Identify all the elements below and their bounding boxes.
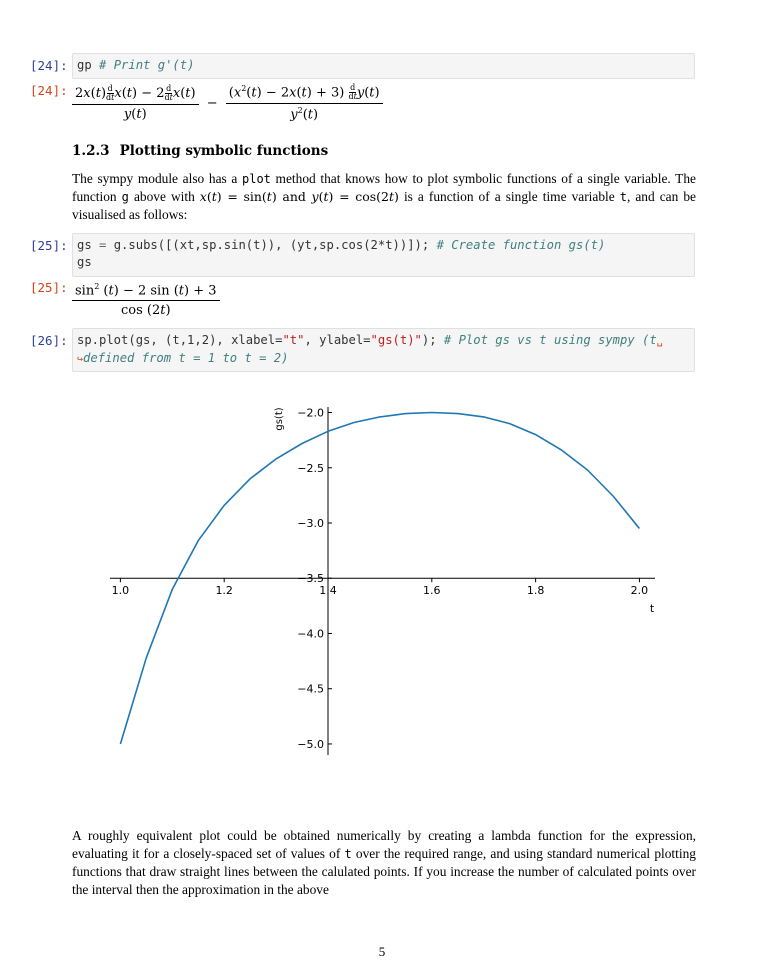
y-tick-label: −3.5 — [297, 572, 324, 586]
out-prompt-25: [25]: — [30, 280, 68, 295]
y-tick-label: −4.5 — [297, 682, 324, 696]
line-continue-icon: ↪ — [77, 354, 84, 365]
paragraph-numerical-plot: A roughly equivalent plot could be obtained numerically by creating a lambda function for the expression, evaluating it for a closely-spaced set of values of t over the required range, and using standard numerical plotting functions that draw straight lines between the calulated points. If you increase the number of calculated points over the interval then the approximation in the above — [72, 828, 696, 897]
x-tick-label: 1.6 — [423, 584, 441, 598]
section-heading: 1.2.3 Plotting symbolic functions — [72, 143, 329, 159]
gs-plot — [0, 385, 764, 765]
paragraph-plotting-intro: The sympy module also has a plot method that knows how to plot symbolic functions of a single variable. The function g above with x(t) = sin(t) and y(t) = cos(2t) is a function of a single time variable t, and can be visualised as follows: — [72, 171, 696, 222]
y-tick-label: −2.5 — [297, 461, 324, 475]
line-wrap-icon: ␣ — [656, 336, 663, 347]
code-cell-26[interactable]: sp.plot(gs, (t,1,2), xlabel="t", ylabel="gs(t)"); # Plot gs vs t using sympy (t␣ ↪defined from t = 1 to t = 2) — [72, 328, 695, 372]
y-axis-label: gs(t) — [274, 407, 285, 431]
x-tick-label: 1.8 — [526, 584, 545, 598]
output-math-gp: 2x(t) $\frac{d}{dt}$ x(t) − 2 $\frac{d}{dt}$ x(t) y(t) − $(x^2(t) - 2x(t) + 3)$ $\frac{d}{dt}$ y(t) $y^2(t)$ — [72, 84, 383, 123]
in-prompt-25: [25]: — [30, 238, 68, 253]
output-math-gs: $\frac{\sin^2 (t) - 2 \sin (t) + 3}{\cos (2t)}$ — [72, 282, 220, 318]
x-tick-label: 1.2 — [215, 584, 233, 598]
in-prompt-24: [24]: — [30, 58, 68, 73]
x-tick-label: 1.4 — [319, 584, 337, 598]
x-tick-label: 2.0 — [630, 584, 649, 598]
y-tick-label: −5.0 — [297, 737, 324, 751]
y-tick-label: −4.0 — [297, 627, 324, 641]
y-tick-label: −2.0 — [297, 406, 324, 420]
code-cell-24[interactable] — [72, 53, 695, 79]
out-prompt-24: [24]: — [30, 83, 68, 98]
x-tick-label: 1.0 — [111, 584, 130, 598]
code-var: gp — [77, 58, 92, 72]
x-axis-label: t — [649, 602, 655, 616]
code-cell-25[interactable]: gs = g.subs([(xt,sp.sin(t)), (yt,sp.cos(2*t))]); # Create function gs(t) gs — [72, 233, 695, 277]
y-tick-label: −3.0 — [297, 517, 324, 530]
code-comment: # Print g'(t) — [99, 58, 195, 72]
page-number: 5 — [378, 944, 386, 959]
in-prompt-26: [26]: — [30, 333, 68, 348]
